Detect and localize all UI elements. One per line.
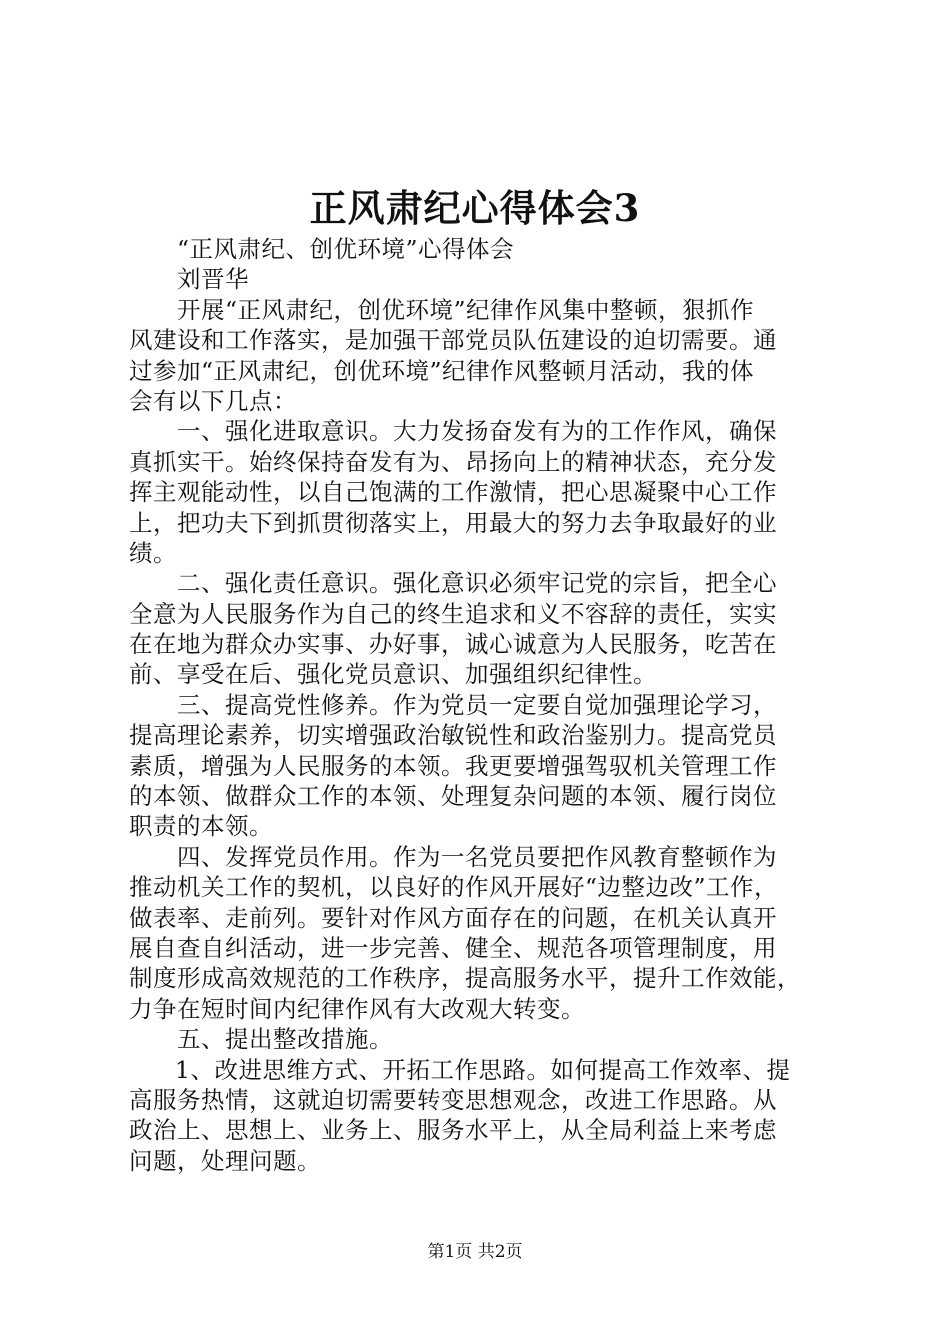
paragraph-line: 风建设和工作落实，是加强干部党员队伍建设的迫切需要。通 [129, 326, 777, 355]
paragraph-line: 四、发挥党员作用。作为一名党员要把作风教育整顿作为 [177, 842, 777, 871]
paragraph-line: 素质，增强为人民服务的本领。我更要增强驾驭机关管理工作 [129, 751, 777, 780]
paragraph-line: 开展“正风肃纪，创优环境”纪律作风集中整顿，狠抓作 [177, 295, 755, 324]
paragraph-line: 高服务热情，这就迫切需要转变思想观念，改进工作思路。从 [129, 1085, 777, 1114]
paragraph-line: 二、强化责任意识。强化意识必须牢记党的宗旨，把全心 [177, 569, 777, 598]
paragraph-line: 在在地为群众办实事、办好事，诚心诚意为人民服务，吃苦在 [129, 630, 777, 659]
paragraph-line: 1、改进思维方式、开拓工作思路。如何提高工作效率、提 [175, 1055, 791, 1084]
paragraph-line: 的本领、做群众工作的本领、处理复杂问题的本领、履行岗位 [129, 782, 777, 811]
paragraph-line: 问题，处理问题。 [129, 1146, 321, 1175]
paragraph-line: 做表率、走前列。要针对作风方面存在的问题，在机关认真开 [129, 903, 777, 932]
paragraph-line: 三、提高党性修养。作为党员一定要自觉加强理论学习， [177, 690, 777, 719]
paragraph-line: 过参加“正风肃纪，创优环境”纪律作风整顿月活动，我的体 [129, 356, 755, 385]
paragraph-line: 上，把功夫下到抓贯彻落实上，用最大的努力去争取最好的业 [129, 508, 777, 537]
paragraph-line: 会有以下几点： [129, 386, 297, 415]
paragraph-line: 制度形成高效规范的工作秩序，提高服务水平，提升工作效能， [129, 964, 801, 993]
document-body [129, 234, 834, 1176]
paragraph-line: 提高理论素养，切实增强政治敏锐性和政治鉴别力。提高党员 [129, 721, 777, 750]
paragraph-line: 绩。 [129, 538, 177, 567]
paragraph-line: 职责的本领。 [129, 812, 273, 841]
page-footer: 第1页 共2页 [427, 1242, 523, 1262]
paragraph-line: 展自查自纠活动，进一步完善、健全、规范各项管理制度，用 [129, 933, 777, 962]
paragraph-line: 政治上、思想上、业务上、服务水平上，从全局利益上来考虑 [129, 1116, 777, 1145]
subtitle-line: “正风肃纪、创优环境”心得体会 [177, 235, 515, 263]
paragraph-line: 真抓实干。始终保持奋发有为、昂扬向上的精神状态，充分发 [129, 447, 777, 476]
section-heading-line: 五、提出整改措施。 [177, 1025, 393, 1054]
paragraph-line: 全意为人民服务作为自己的终生追求和义不容辞的责任，实实 [129, 599, 777, 628]
paragraph-line: 力争在短时间内纪律作风有大改观大转变。 [129, 994, 585, 1023]
paragraph-line: 挥主观能动性，以自己饱满的工作激情，把心思凝聚中心工作 [129, 478, 777, 507]
paragraph-line: 推动机关工作的契机，以良好的作风开展好“边整边改”工作， [129, 873, 779, 902]
paragraph-line: 前、享受在后、强化党员意识、加强组织纪律性。 [129, 660, 657, 689]
paragraph-line: 一、强化进取意识。大力发扬奋发有为的工作作风，确保 [177, 417, 777, 446]
document-title: 正风肃纪心得体会3 [309, 186, 641, 230]
author-line: 刘晋华 [177, 265, 249, 294]
